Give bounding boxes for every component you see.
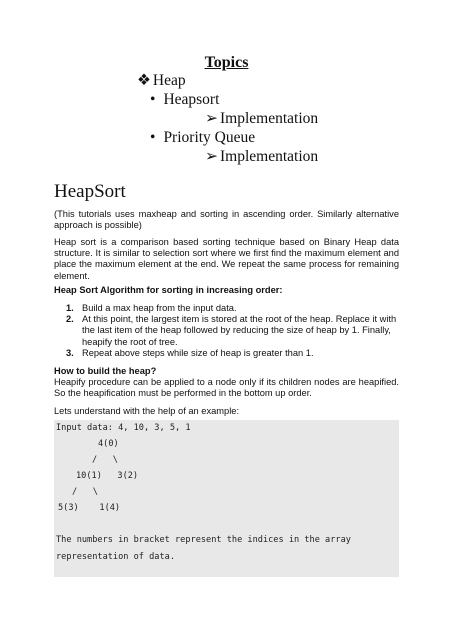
step-text: Build a max heap from the input data. — [82, 303, 237, 313]
code-block — [54, 420, 399, 577]
heapsort-intro: Heap sort is a comparison based sorting technique based on Binary Heap data structure. It is similar to selection sort where we first find the maximum element and place the maximum element at the end. We repeat the same process for remaining element. — [54, 237, 399, 281]
code-line: 10(1) 3(2) — [76, 471, 139, 481]
toc-item-heap — [137, 72, 186, 90]
tutorial-note: (This tutorials uses maxheap and sorting in ascending order. Similarly alternative approach is possible) — [54, 209, 399, 231]
heapsort-heading: HeapSort — [54, 181, 126, 202]
code-line: The numbers in bracket represent the indices in the array — [56, 535, 351, 545]
algorithm-title: Heap Sort Algorithm for sorting in increasing order: — [54, 285, 283, 295]
toc-item-label: Implementation — [220, 110, 319, 127]
list-item — [54, 314, 399, 348]
build-heap-text: Heapify procedure can be applied to a node only if its children nodes are heapified. So the heapification must be performed in the bottom up order. — [54, 377, 399, 399]
round-bullet-icon: • — [150, 91, 156, 108]
step-text: At this point, the largest item is stored at the root of the heap. Replace it with the last item of the heap followed by reducing the size of heap by 1. Finally, heapify the root of tree. — [82, 314, 397, 347]
toc-item-label: Priority Queue — [163, 129, 256, 146]
toc-item-implementation-1 — [205, 110, 318, 128]
example-intro: Lets understand with the help of an example: — [54, 406, 240, 416]
step-text: Repeat above steps while size of heap is greater than 1. — [82, 347, 314, 358]
topics-title: Topics — [204, 54, 249, 71]
arrow-bullet-icon: ➢ — [205, 148, 218, 165]
toc-item-label: Implementation — [220, 148, 319, 165]
code-line: Input data: 4, 10, 3, 5, 1 — [56, 423, 191, 433]
code-line: / \ — [92, 455, 118, 465]
list-item — [54, 303, 399, 314]
algorithm-steps — [54, 303, 399, 359]
toc-item-priority-queue — [150, 129, 255, 147]
toc-item-label: Heapsort — [163, 91, 220, 108]
step-number: 2. — [66, 314, 74, 325]
step-number: 1. — [66, 303, 74, 313]
toc-item-heapsort — [150, 91, 219, 109]
toc-item-label: Heap — [152, 72, 186, 89]
list-item — [54, 348, 399, 359]
code-line: / \ — [72, 487, 98, 497]
build-heap-title: How to build the heap? — [54, 366, 157, 376]
code-line: 5(3) 1(4) — [58, 503, 121, 513]
code-line: representation of data. — [56, 552, 175, 562]
step-number: 3. — [66, 347, 74, 358]
round-bullet-icon: • — [150, 129, 156, 146]
arrow-bullet-icon: ➢ — [205, 110, 218, 127]
code-line: 4(0) — [98, 439, 119, 449]
toc-item-implementation-2 — [205, 148, 318, 166]
diamond-bullet-icon: ❖ — [137, 72, 151, 89]
